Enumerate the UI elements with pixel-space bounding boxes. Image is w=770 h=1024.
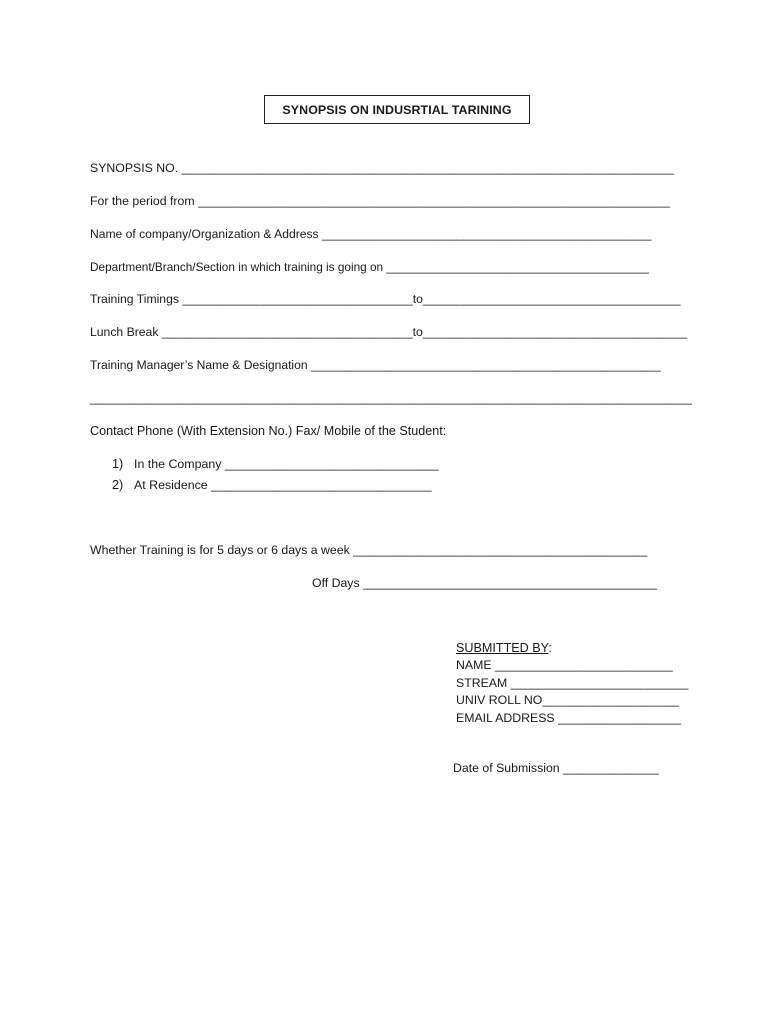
training-timings-field[interactable]: Training Timings __________________________________to______________________________________ — [90, 292, 681, 306]
submitted-by-heading — [456, 640, 552, 656]
company-field[interactable]: Name of company/Organization & Address _________________________________________________ — [90, 227, 652, 241]
period-field[interactable]: For the period from _____________________________________________________________________ — [90, 194, 670, 208]
document-title — [264, 95, 530, 124]
contact-2-number: 2) — [112, 478, 124, 492]
off-days-field[interactable]: Off Days ___________________________________________ — [312, 576, 658, 590]
contact-company-field[interactable]: In the Company _______________________________ — [134, 457, 439, 471]
department-field[interactable]: Department/Branch/Section in which training is going on ________________________________________ — [90, 260, 649, 274]
contact-header: Contact Phone (With Extension No.) Fax/ Mobile of the Student: — [90, 424, 447, 438]
lunch-break-field[interactable]: Lunch Break _____________________________________to_______________________________________ — [90, 325, 688, 339]
submitted-by-colon: : — [548, 641, 552, 655]
name-field[interactable]: NAME __________________________ — [456, 658, 673, 672]
document-title-text: SYNOPSIS ON INDUSRTIAL TARINING — [282, 102, 512, 117]
training-manager-continuation[interactable]: ________________________________________________________________________________________ — [90, 391, 692, 405]
synopsis-no-field[interactable]: SYNOPSIS NO. ________________________________________________________________________ — [90, 161, 674, 175]
contact-1-number: 1) — [112, 457, 124, 471]
date-of-submission-field[interactable]: Date of Submission ______________ — [453, 761, 659, 775]
training-days-field[interactable]: Whether Training is for 5 days or 6 days a week ___________________________________________ — [90, 543, 648, 557]
stream-field[interactable]: STREAM __________________________ — [456, 676, 689, 690]
training-manager-field[interactable]: Training Manager’s Name & Designation ____________________________________________________ — [90, 358, 661, 372]
submitted-by-label: SUBMITTED BY — [456, 641, 549, 655]
univ-roll-no-field[interactable]: UNIV ROLL NO____________________ — [456, 693, 680, 707]
email-address-field[interactable]: EMAIL ADDRESS __________________ — [456, 711, 682, 725]
contact-residence-field[interactable]: At Residence ________________________________ — [134, 478, 432, 492]
